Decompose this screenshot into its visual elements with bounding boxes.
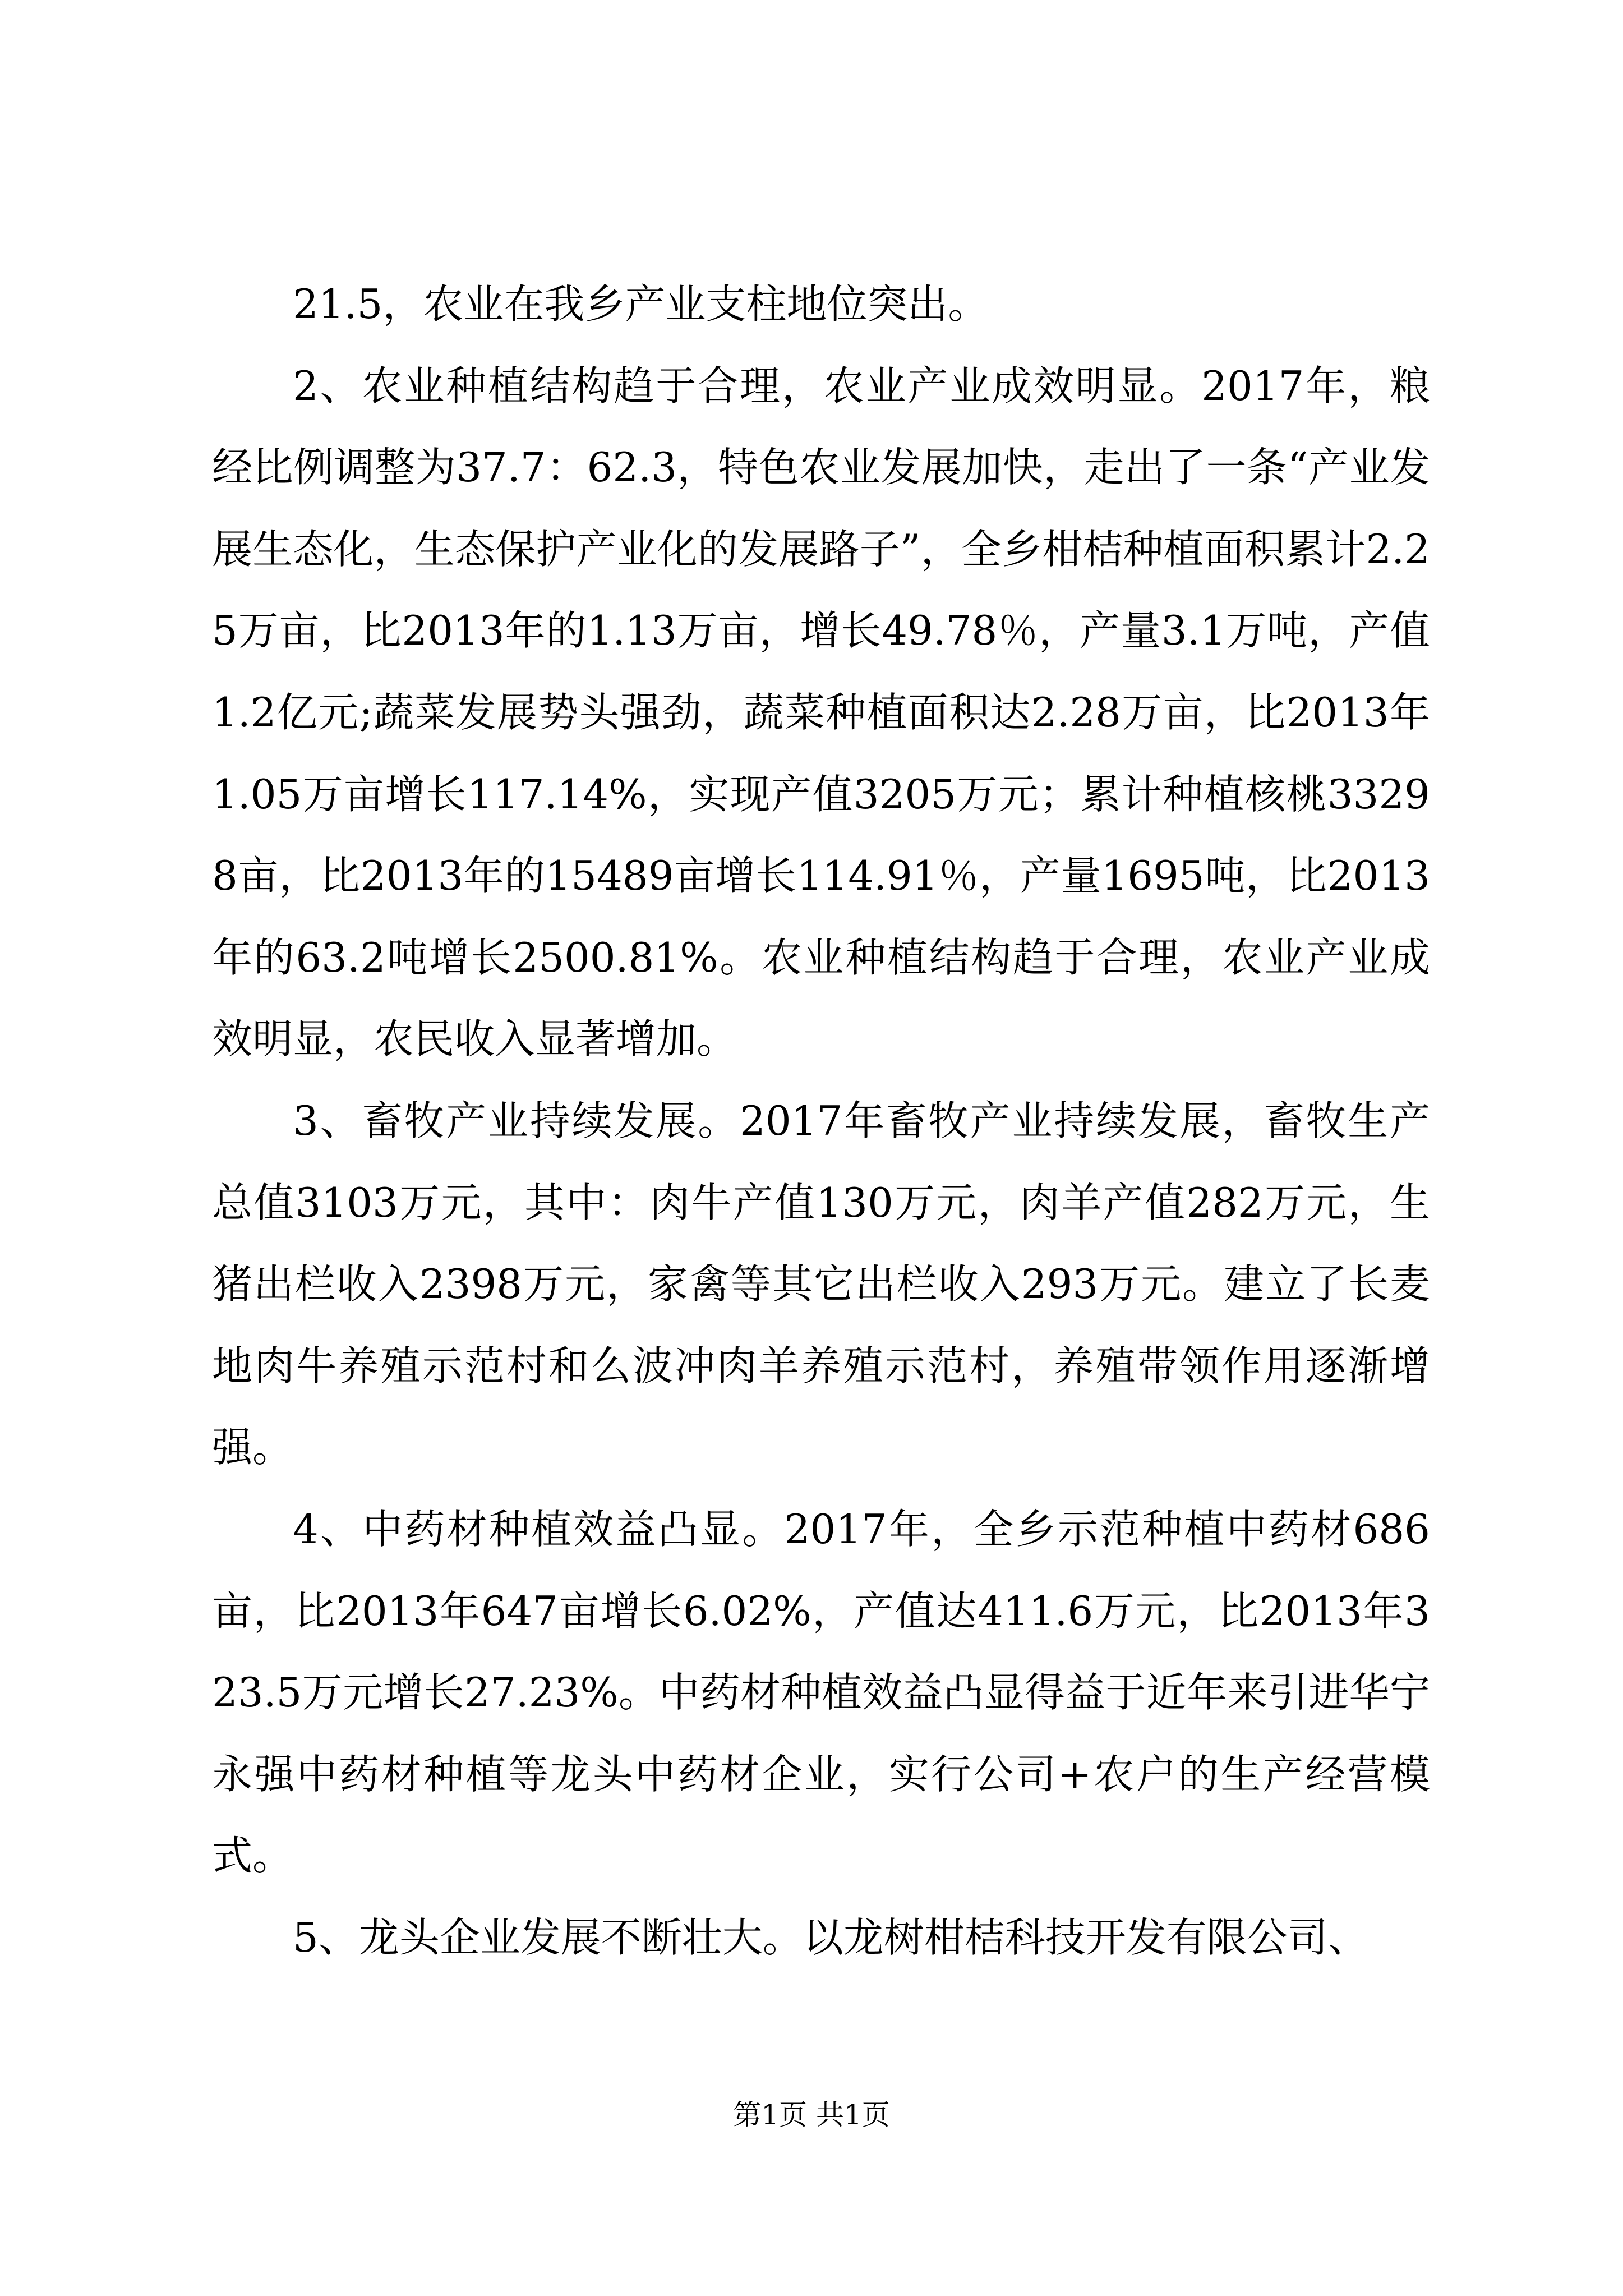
- paragraph-herbal-medicine: 4、中药材种植效益凸显。2017年，全乡示范种植中药材686亩，比2013年647亩增长6.02%，产值达411.6万元，比2013年323.5万元增长27.23%。中药材种植效益凸显得益于近年来引进华宁永强中药材种植等龙头中药材企业，实行公司+农户的生产经营模式。: [212, 1505, 1430, 1880]
- paragraph-leading-enterprises: 5、龙头企业发展不断壮大。以龙树柑桔科技开发有限公司、: [293, 1913, 1368, 1961]
- paragraph-agriculture-structure: 2、农业种植结构趋于合理，农业产业成效明显。2017年，粮经比例调整为37.7：62.3，特色农业发展加快，走出了一条“产业发展生态化，生态保护产业化的发展路子”，全乡柑桔种植面积累计2.25万亩，比2013年的1.13万亩，增长49.78％，产量3.1万吨，产值1.2亿元;蔬菜发展势头强劲，蔬菜种植面积达2.28万亩，比2013年1.05万亩增长117.14%，实现产值3205万元；累计种植核桃33298亩，比2013年的15489亩增长114.91％，产量1695吨，比2013年的63.2吨增长2500.81%。农业种植结构趋于合理，农业产业成效明显，农民收入显著增加。: [212, 362, 1430, 1063]
- paragraph-livestock: 3、畜牧产业持续发展。2017年畜牧产业持续发展，畜牧生产总值3103万元，其中：肉牛产值130万元，肉羊产值282万元，生猪出栏收入2398万元，家禽等其它出栏收入293万元。建立了长麦地肉牛养殖示范村和么波冲肉羊养殖示范村，养殖带领作用逐渐增强。: [212, 1097, 1430, 1471]
- page-footer: 第1页 共1页: [733, 2099, 890, 2131]
- paragraph-continuation: 21.5，农业在我乡产业支柱地位突出。: [293, 280, 989, 328]
- body-text: [212, 264, 1430, 1978]
